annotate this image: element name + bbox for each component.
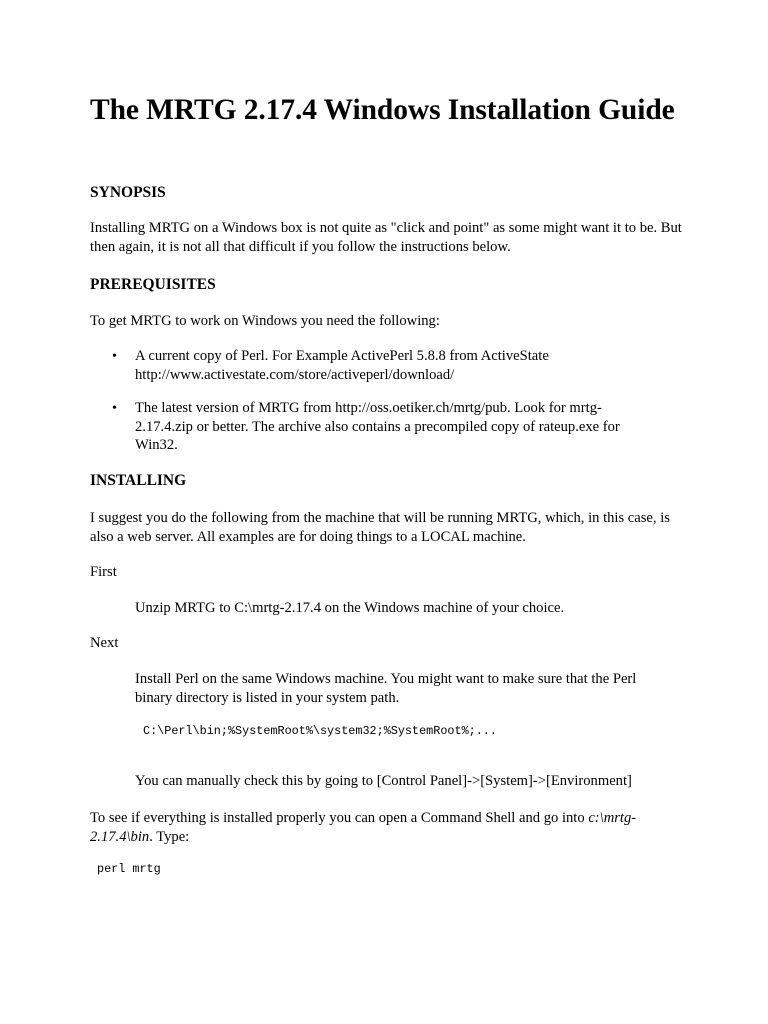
list-item: The latest version of MRTG from http://oss.oetiker.ch/mrtg/pub. Look for mrtg-2.17.4.zip or better. The archive also contains a precompiled copy of rateup.exe for Win32.: [135, 400, 620, 453]
synopsis-heading: SYNOPSIS: [90, 184, 166, 201]
synopsis-text: Installing MRTG on a Windows box is not quite as "click and point" as some might want it to be. But then again, it is not all that difficult if you follow the instructions below.: [90, 220, 682, 255]
bin-path: c:\mrtg-2.17.4\bin: [90, 810, 637, 845]
bullet-icon: •: [112, 401, 117, 416]
verify-prefix: To see if everything is installed properly you can open a Command Shell and go into: [90, 810, 589, 826]
page-title: The MRTG 2.17.4 Windows Installation Guide: [90, 94, 675, 126]
next-label: Next: [90, 635, 119, 651]
prerequisites-heading: PREREQUISITES: [90, 276, 216, 293]
check-text: You can manually check this by going to [Control Panel]->[System]->[Environment]: [135, 773, 632, 789]
first-label: First: [90, 564, 117, 580]
list-item: A current copy of Perl. For Example ActivePerl 5.8.8 from ActiveState http://www.activestate.com/store/activeperl/download/: [135, 348, 549, 383]
first-step-text: Unzip MRTG to C:\mrtg-2.17.4 on the Windows machine of your choice.: [135, 600, 565, 616]
next-step-text: Install Perl on the same Windows machine. You might want to make sure that the Perl binary directory is listed in your system path.: [135, 671, 637, 706]
installing-heading: INSTALLING: [90, 472, 187, 489]
path-code-block: C:\Perl\bin;%SystemRoot%\system32;%SystemRoot%;...: [143, 724, 497, 738]
command-code-block: perl mrtg: [97, 862, 161, 876]
verify-text: [90, 809, 665, 847]
prerequisites-intro: To get MRTG to work on Windows you need the following:: [90, 313, 440, 329]
installing-intro: I suggest you do the following from the machine that will be running MRTG, which, in this case, is also a web server. All examples are for doing things to a LOCAL machine.: [90, 510, 670, 545]
bullet-icon: •: [112, 349, 117, 364]
verify-suffix: . Type:: [149, 829, 190, 845]
